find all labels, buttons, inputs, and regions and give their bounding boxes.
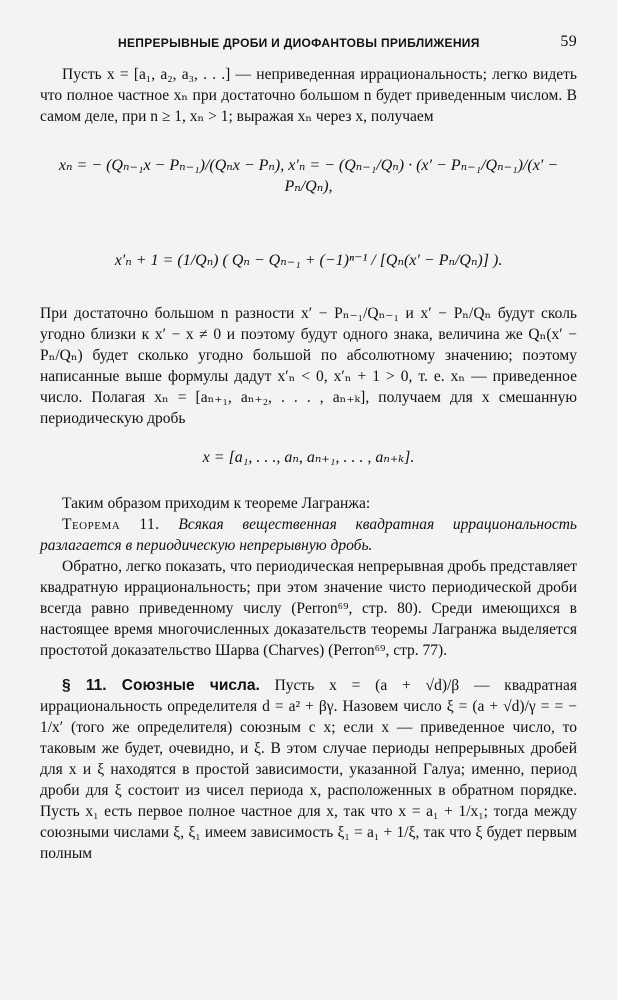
page-number: 59: [560, 33, 577, 50]
theorem-11: [40, 514, 577, 556]
paragraph-converse: Обратно, легко показать, что периодическая непрерывная дробь представляет квадратную иррациональность; при этом значение чисто периодической дроби всегда равно приведенному числу (Perron⁶⁹, стр. 80). Среди имеющихся в настоящее время многочисленных доказательств теоремы Лагранжа выделяется простотой доказательство Шарва (Charves) (Perron⁶⁹, стр. 77).: [40, 558, 577, 659]
paragraph-intro: Пусть x = [a₁, a₂, a₃, . . .] — неприведенная иррациональность; легко видеть что полное частное xₙ при достаточно большом n будет приведенным числом. В самом деле, при n ≥ 1, xₙ > 1; выражая xₙ через x, получаем: [40, 66, 577, 125]
formula-xn: xₙ = − (Qₙ₋₁x − Pₙ₋₁)/(Qₙx − Pₙ), x′ₙ = − (Qₙ₋₁/Qₙ) · (x′ − Pₙ₋₁/Qₙ₋₁)/(x′ − Pₙ/Qₙ),: [58, 157, 559, 195]
section-title: § 11. Союзные числа.: [62, 677, 260, 694]
formula-mixed-periodic: x = [a₁, . . ., aₙ, aₙ₊₁, . . . , aₙ₊ₖ].: [202, 448, 415, 466]
paragraph-lagrange-lead: Таким образом приходим к теореме Лагранжа:: [62, 495, 371, 512]
running-header: [118, 33, 577, 50]
theorem-statement: Всякая вещественная квадратная иррациональность разлагается в периодическую непрерывную дробь.: [40, 516, 577, 554]
theorem-label: Теорема 11.: [62, 516, 160, 533]
paragraph-differences: При достаточно большом n разности x′ − Pₙ₋₁/Qₙ₋₁ и x′ − Pₙ/Qₙ будут сколь угодно близки к x′ − x ≠ 0 и поэтому будут одного знака, величина же Qₙ(x′ − Pₙ/Qₙ) будет сколько угодно большой по абсолютному значению; поэтому написанные выше формулы дадут x′ₙ < 0, x′ₙ + 1 > 0, т. е. xₙ — приведенное число. Полагая xₙ = [aₙ₊₁, aₙ₊₂, . . . , aₙ₊ₖ], получаем для x смешанную периодическую дробь: [40, 305, 577, 427]
header-title: НЕПРЕРЫВНЫЕ ДРОБИ И ДИОФАНТОВЫ ПРИБЛИЖЕНИЯ: [118, 36, 480, 50]
section-text: Пусть x = (a + √d)/β — квадратная иррациональность определителя d = a² + βγ. Назовем число ξ = (a + √d)/γ = = − 1/x′ (того же определителя) союзным с x; если x — приведенное число, то таковым же будет, очевидно, и ξ. В этом случае периоды непрерывных дробей для x и ξ находятся в простой зависимости, указанной Галуа; именно, период дроби для ξ состоит из чисел периода x, расположенных в обратном порядке. Пусть x₁ есть первое полное частное для x, так что x = a₁ + 1/x₁; тогда между союзными числами ξ, ξ₁ имеем зависимость ξ₁ = a₁ + 1/ξ, так что ξ будет первым полным: [40, 677, 577, 862]
section-11: [40, 675, 577, 864]
main-text: [40, 64, 577, 864]
formula-xn-plus-one: x′ₙ + 1 = (1/Qₙ) ( Qₙ − Qₙ₋₁ + (−1)ⁿ⁻¹ / [Qₙ(x′ − Pₙ/Qₙ)] ).: [114, 251, 503, 269]
